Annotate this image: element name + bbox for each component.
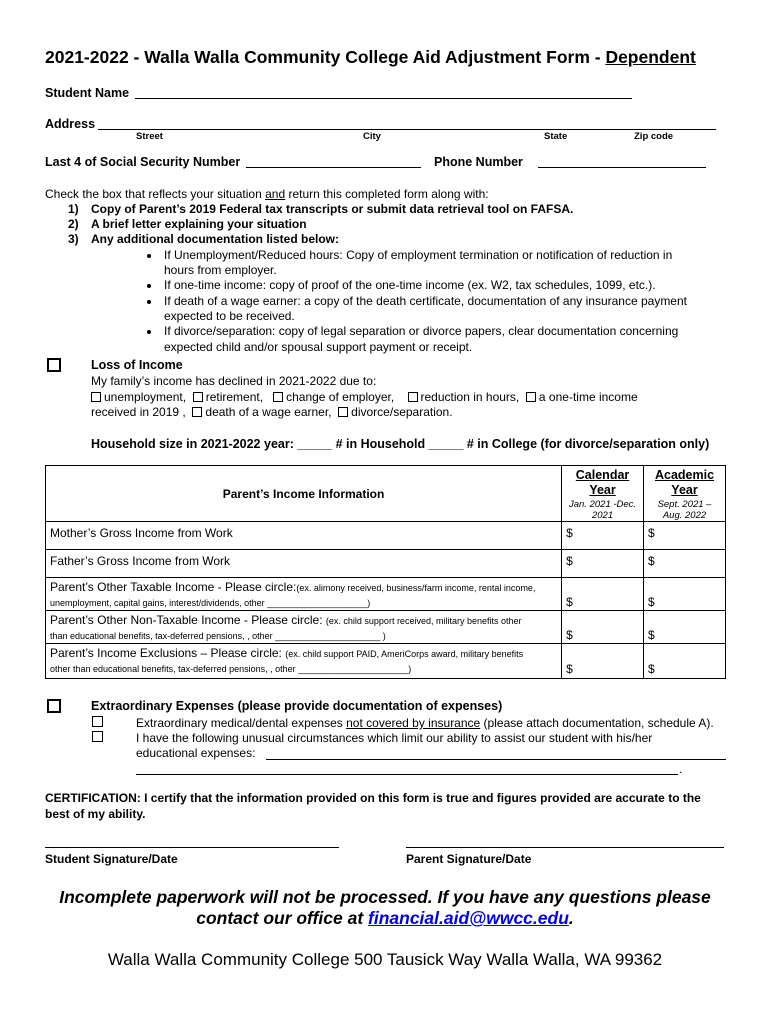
parent-signature-label: Parent Signature/Date — [406, 852, 532, 866]
phone-label: Phone Number — [434, 155, 523, 169]
table-row — [46, 611, 726, 644]
address-state-label: State — [544, 131, 568, 142]
divorce-checkbox[interactable] — [338, 407, 348, 417]
retirement-checkbox[interactable] — [193, 392, 203, 402]
phone-field[interactable] — [538, 167, 706, 168]
bullet-icon — [147, 300, 151, 304]
one-time-income-checkbox[interactable] — [526, 392, 536, 402]
certification-text-cont: best of my ability. — [45, 807, 146, 821]
address-field[interactable] — [98, 129, 716, 130]
one-time-income-option[interactable]: a one-time income — [526, 390, 638, 404]
mother-academic-amount[interactable]: $ — [644, 522, 726, 550]
divorce-option[interactable]: divorce/separation. — [338, 405, 452, 419]
student-name-label: Student Name — [45, 86, 130, 100]
taxable-calendar-amount[interactable]: $ — [562, 578, 644, 611]
non-taxable-academic-amount[interactable]: $ — [644, 611, 726, 644]
change-employer-option[interactable]: change of employer, — [273, 390, 394, 404]
parent-signature-field[interactable] — [406, 847, 724, 848]
contact-line: contact our office at financial.aid@wwcc.edu. — [196, 908, 574, 928]
doc-bullet-one-time: If one-time income: copy of proof of the one-time income (ex. W2, tax schedules, 1099, etc.). — [164, 278, 656, 292]
instructions-lead: Check the box that reflects your situation and return this completed form along with: — [45, 187, 489, 201]
doc-bullet-divorce: If divorce/separation: copy of legal separation or divorce papers, clear documentation concerning — [164, 324, 679, 338]
loss-of-income-heading: Loss of Income — [91, 358, 183, 372]
instruction-num-2: 2) — [68, 217, 79, 231]
death-wage-earner-option[interactable]: death of a wage earner, — [192, 405, 331, 419]
table-row — [46, 522, 726, 550]
income-exclusions-label: Parent’s Income Exclusions – Please circle: (ex. child support PAID, AmeriCorps award, military benefits other than educational benefits, tax-deferred pensions, , other ______________________) — [46, 644, 562, 679]
table-header-row — [46, 466, 726, 522]
ssn-label: Last 4 of Social Security Number — [45, 155, 241, 169]
unusual-circumstances-checkbox[interactable] — [92, 731, 103, 742]
student-signature-field[interactable] — [45, 847, 339, 848]
other-taxable-income-label: Parent’s Other Taxable Income - Please circle:(ex. alimony received, business/farm income, rental income, unemployment, capital gains, interest/dividends, other ____________________) — [46, 578, 562, 611]
table-header: Parent’s Income Information — [46, 466, 562, 522]
non-taxable-income-label: Parent’s Other Non-Taxable Income - Please circle: (ex. child support received, military benefits other than educational benefits, tax-deferred pensions, , other _____________________ ) — [46, 611, 562, 644]
title-text: 2021-2022 - Walla Walla Community College Aid Adjustment Form - — [45, 47, 606, 67]
title-form-type: Dependent — [605, 47, 696, 67]
unusual-circumstances-text: I have the following unusual circumstances which limit our ability to assist our student with his/her — [136, 731, 653, 745]
mother-income-label: Mother’s Gross Income from Work — [46, 522, 562, 550]
father-academic-amount[interactable]: $ — [644, 550, 726, 578]
exclusions-academic-amount[interactable]: $ — [644, 644, 726, 679]
unusual-circumstances-cont: educational expenses: — [136, 746, 256, 760]
unemployment-checkbox[interactable] — [91, 392, 101, 402]
mother-calendar-amount[interactable]: $ — [562, 522, 644, 550]
academic-year-header: Academic Year Sept. 2021 – Aug. 2022 — [644, 466, 726, 522]
medical-expenses-text: Extraordinary medical/dental expenses not covered by insurance (please attach documentation, schedule A). — [136, 716, 714, 730]
bullet-icon — [147, 254, 151, 258]
email-link[interactable]: financial.aid@wwcc.edu — [368, 908, 569, 928]
doc-bullet-divorce-cont: expected child and/or spousal support payment or receipt. — [164, 340, 473, 354]
circumstances-period: . — [679, 762, 683, 776]
change-employer-checkbox[interactable] — [273, 392, 283, 402]
page-title — [45, 47, 696, 68]
doc-bullet-death-cont: expected to be received. — [164, 309, 295, 323]
medical-expenses-checkbox[interactable] — [92, 716, 103, 727]
instruction-item-1: Copy of Parent’s 2019 Federal tax transcripts or submit data retrieval tool on FAFSA. — [91, 202, 574, 216]
bullet-icon — [147, 330, 151, 334]
instruction-item-2: A brief letter explaining your situation — [91, 217, 307, 231]
doc-bullet-death: If death of a wage earner: a copy of the death certificate, documentation of any insurance payment — [164, 294, 687, 308]
loss-options-row-1 — [91, 390, 638, 404]
student-name-field[interactable] — [135, 98, 632, 99]
instruction-num-3: 3) — [68, 232, 79, 246]
father-income-label: Father’s Gross Income from Work — [46, 550, 562, 578]
loss-intro: My family’s income has declined in 2021-2022 due to: — [91, 374, 377, 388]
extraordinary-expenses-checkbox[interactable] — [47, 699, 61, 713]
address-label: Address — [45, 117, 96, 131]
calendar-year-header: Calendar Year Jan. 2021 -Dec. 2021 — [562, 466, 644, 522]
parent-income-table — [45, 465, 726, 679]
extraordinary-expenses-heading: Extraordinary Expenses (please provide documentation of expenses) — [91, 699, 503, 713]
instruction-num-1: 1) — [68, 202, 79, 216]
taxable-academic-amount[interactable]: $ — [644, 578, 726, 611]
household-size-line: Household size in 2021-2022 year: _____ # in Household _____ # in College (for divorce/separation only) — [91, 437, 710, 451]
retirement-option[interactable]: retirement, — [193, 390, 263, 404]
certification-text: CERTIFICATION: I certify that the information provided on this form is true and figures provided are accurate to the — [45, 791, 701, 805]
table-row — [46, 550, 726, 578]
circumstances-field-line-1[interactable] — [266, 759, 726, 760]
reduction-hours-checkbox[interactable] — [408, 392, 418, 402]
death-wage-earner-checkbox[interactable] — [192, 407, 202, 417]
bullet-icon — [147, 284, 151, 288]
instruction-item-3: Any additional documentation listed below: — [91, 232, 340, 246]
doc-bullet-unemployment-cont: hours from employer. — [164, 263, 277, 277]
incomplete-warning: Incomplete paperwork will not be processed. If you have any questions please — [59, 887, 711, 907]
ssn-field[interactable] — [246, 167, 421, 168]
college-address: Walla Walla Community College 500 Tausick Way Walla Walla, WA 99362 — [107, 950, 663, 969]
circumstances-field-line-2[interactable] — [136, 774, 678, 775]
one-time-income-cont: received in 2019 , — [91, 405, 186, 419]
address-city-label: City — [363, 131, 381, 142]
table-row — [46, 644, 726, 679]
table-row — [46, 578, 726, 611]
non-taxable-calendar-amount[interactable]: $ — [562, 611, 644, 644]
loss-of-income-checkbox[interactable] — [47, 358, 61, 372]
address-street-label: Street — [136, 131, 163, 142]
doc-bullet-unemployment: If Unemployment/Reduced hours: Copy of employment termination or notification of reduction in — [164, 248, 673, 262]
unemployment-option[interactable]: unemployment, — [91, 390, 186, 404]
father-calendar-amount[interactable]: $ — [562, 550, 644, 578]
loss-options-row-2 — [91, 405, 453, 419]
address-zip-label: Zip code — [634, 131, 674, 142]
student-signature-label: Student Signature/Date — [45, 852, 178, 866]
reduction-hours-option[interactable]: reduction in hours, — [408, 390, 520, 404]
exclusions-calendar-amount[interactable]: $ — [562, 644, 644, 679]
